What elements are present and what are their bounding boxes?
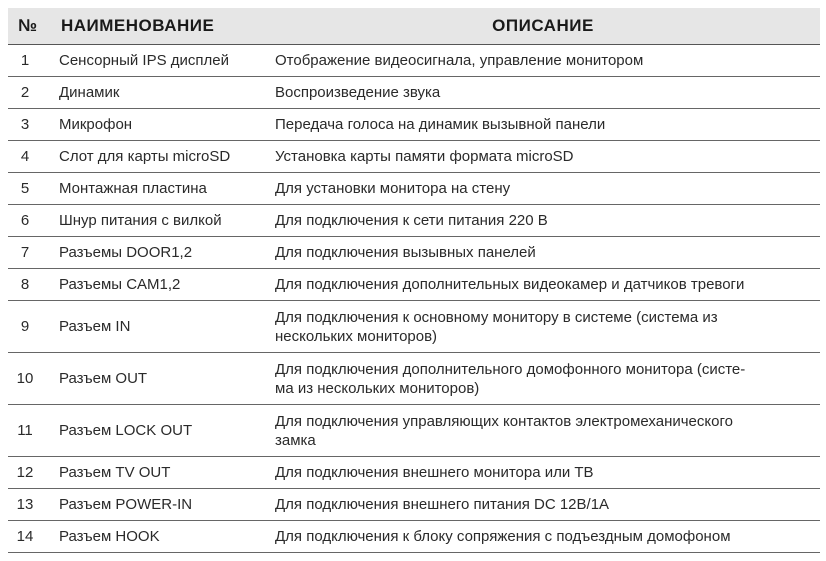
row-name: Сенсорный IPS дисплей: [48, 45, 266, 77]
description-line: Для подключения внешнего питания DC 12В/1А: [275, 496, 610, 513]
row-number: 12: [8, 457, 48, 489]
row-description: [266, 521, 820, 553]
row-number: 6: [8, 205, 48, 237]
description-line: Для подключения вызывных панелей: [275, 244, 536, 261]
row-name: Слот для карты microSD: [48, 141, 266, 173]
description-line: Установка карты памяти формата microSD: [275, 148, 574, 165]
header-name: НАИМЕНОВАНИЕ: [48, 8, 266, 45]
description-line: Воспроизведение звука: [275, 84, 441, 101]
row-description: [266, 173, 820, 205]
table-row: [8, 45, 820, 77]
row-name: Динамик: [48, 77, 266, 109]
description-line: Для подключения внешнего монитора или ТВ: [275, 464, 594, 481]
row-description: [266, 141, 820, 173]
description-line: нескольких мониторов): [275, 327, 438, 345]
description-line: Для подключения дополнительных видеокамер и датчиков тревоги: [275, 276, 745, 293]
header-row: [8, 8, 820, 45]
description-line: Для установки монитора на стену: [275, 180, 511, 197]
row-description: [266, 237, 820, 269]
row-description: [266, 109, 820, 141]
table-row: [8, 237, 820, 269]
row-number: 4: [8, 141, 48, 173]
table-row: [8, 109, 820, 141]
row-name: Монтажная пластина: [48, 173, 266, 205]
row-name: Разъемы CAM1,2: [48, 269, 266, 301]
row-description: [266, 77, 820, 109]
row-number: 14: [8, 521, 48, 553]
row-name: Разъем LOCK OUT: [48, 405, 266, 457]
row-description: [266, 45, 820, 77]
row-description: [266, 489, 820, 521]
spec-table: [8, 8, 820, 553]
table-body: [8, 45, 820, 553]
table-row: [8, 489, 820, 521]
row-name: Шнур питания с вилкой: [48, 205, 266, 237]
row-description: [266, 405, 820, 457]
table-row: [8, 405, 820, 457]
row-name: Разъем TV OUT: [48, 457, 266, 489]
table-row: [8, 77, 820, 109]
description-line: ма из нескольких мониторов): [275, 379, 480, 397]
header-description: ОПИСАНИЕ: [266, 8, 820, 45]
row-name: Разъем HOOK: [48, 521, 266, 553]
row-number: 3: [8, 109, 48, 141]
row-name: Разъем IN: [48, 301, 266, 353]
description-line: Для подключения дополнительного домофонного монитора (систе-: [275, 360, 746, 378]
table-row: [8, 301, 820, 353]
row-number: 11: [8, 405, 48, 457]
row-description: [266, 301, 820, 353]
table-row: [8, 205, 820, 237]
row-number: 2: [8, 77, 48, 109]
table-row: [8, 173, 820, 205]
table-row: [8, 141, 820, 173]
row-name: Разъемы DOOR1,2: [48, 237, 266, 269]
description-line: Для подключения управляющих контактов электромеханического: [275, 412, 733, 430]
description-line: Передача голоса на динамик вызывной панели: [275, 116, 606, 133]
row-number: 13: [8, 489, 48, 521]
description-line: Для подключения к основному монитору в системе (система из: [275, 308, 718, 326]
row-number: 9: [8, 301, 48, 353]
table-row: [8, 521, 820, 553]
table-row: [8, 457, 820, 489]
row-number: 5: [8, 173, 48, 205]
description-line: Для подключения к блоку сопряжения с подъездным домофоном: [275, 528, 731, 545]
table-row: [8, 353, 820, 405]
description-line: Отображение видеосигнала, управление монитором: [275, 52, 644, 69]
row-number: 8: [8, 269, 48, 301]
row-description: [266, 269, 820, 301]
row-number: 10: [8, 353, 48, 405]
header-num: №: [8, 8, 48, 45]
table-row: [8, 269, 820, 301]
row-description: [266, 353, 820, 405]
row-number: 1: [8, 45, 48, 77]
row-number: 7: [8, 237, 48, 269]
table-header: [8, 8, 820, 45]
row-name: Разъем OUT: [48, 353, 266, 405]
description-line: Для подключения к сети питания 220 В: [275, 212, 548, 229]
row-name: Разъем POWER-IN: [48, 489, 266, 521]
row-description: [266, 457, 820, 489]
description-line: замка: [275, 431, 316, 449]
row-name: Микрофон: [48, 109, 266, 141]
row-description: [266, 205, 820, 237]
